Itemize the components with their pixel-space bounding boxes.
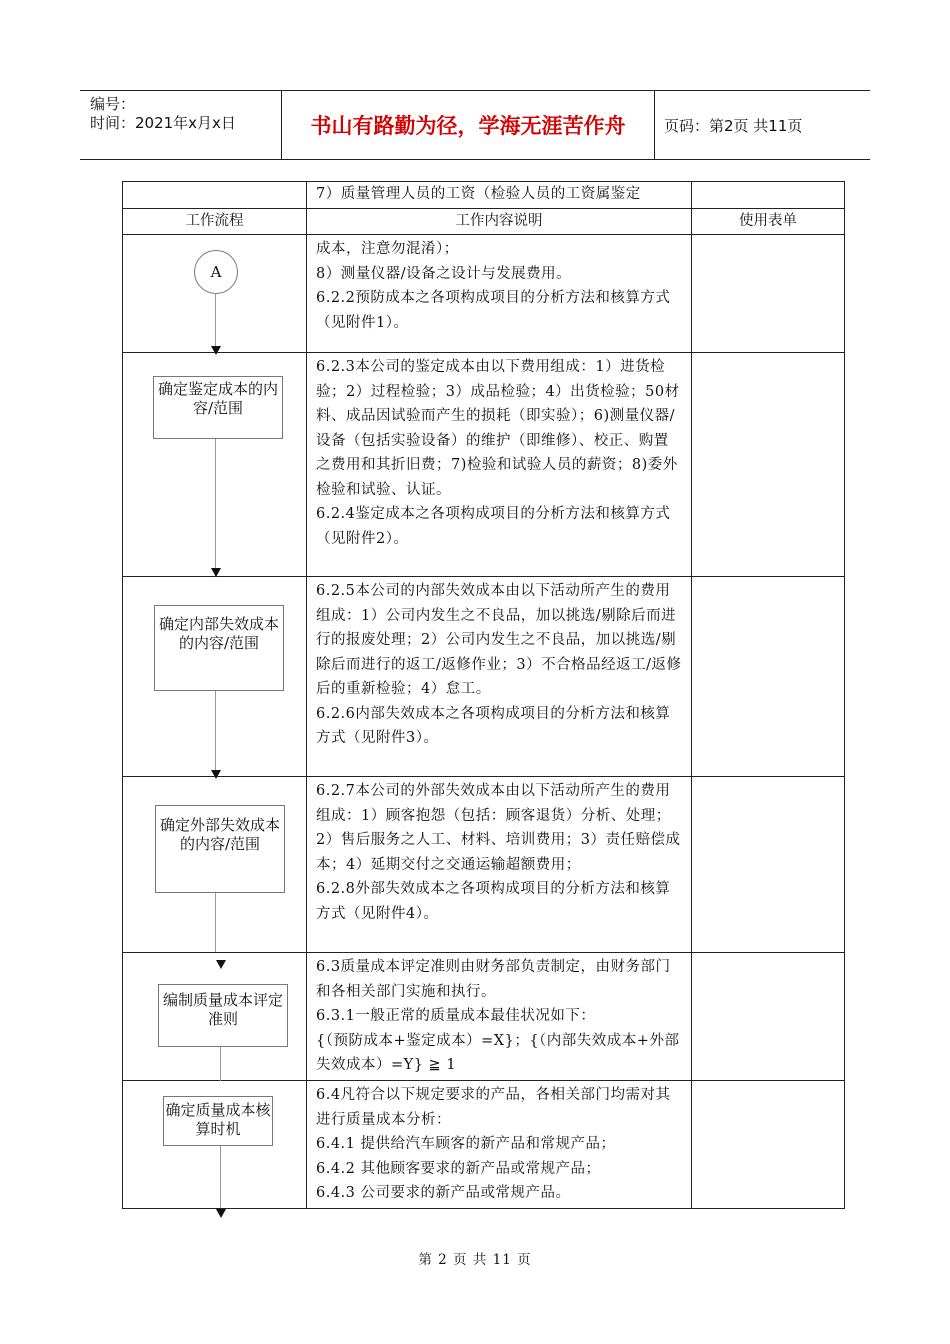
table-row [123, 777, 845, 953]
arrow-down-icon [216, 1209, 226, 1218]
flow-step-box: 确定质量成本核算时机 [163, 1096, 273, 1146]
procedure-table [122, 181, 845, 1209]
flow-cell [123, 235, 307, 353]
continued-text: 7）质量管理人员的工资（检验人员的工资属鉴定 [316, 186, 641, 202]
content-line: 6.2.2预防成本之各项构成项目的分析方法和核算方式（见附件1）。 [316, 290, 671, 331]
flow-step-box: 确定内部失效成本的内容/范围 [154, 605, 284, 691]
document-number-label: 编号： [90, 95, 136, 113]
content-line: 6.4.3 公司要求的新产品或常规产品。 [316, 1185, 571, 1201]
header-motto: 书山有路勤为径，学海无涯苦作舟 [281, 91, 655, 159]
flow-line [220, 1047, 221, 1081]
content-line: 8）测量仪器/设备之设计与发展费用。 [316, 265, 572, 282]
table-header-row [123, 209, 845, 235]
column-header-flow: 工作流程 [123, 209, 307, 235]
table-row [123, 353, 845, 577]
content-line: 成本，注意勿混淆）； [316, 241, 459, 257]
flow-line [215, 893, 216, 952]
content-line: 6.3.1一般正常的质量成本最佳状况如下： [316, 1008, 596, 1024]
content-line: 6.2.8外部失效成本之各项构成项目的分析方法和核算方式（见附件4）。 [316, 881, 671, 922]
column-header-content: 工作内容说明 [307, 209, 692, 235]
page-header [80, 90, 870, 160]
flow-cell [123, 953, 307, 1081]
content-line: {（预防成本+鉴定成本）=X}；{（内部失效成本+外部失效成本）=Y} ≧ 1 [316, 1032, 680, 1073]
flow-line [220, 1146, 221, 1208]
table-row [123, 1081, 845, 1209]
column-header-forms: 使用表单 [692, 209, 845, 235]
flow-line [215, 691, 216, 777]
header-meta [90, 95, 280, 133]
content-line: 6.4.1 提供给汽车顾客的新产品和常规产品； [316, 1136, 616, 1152]
content-line: 6.2.3本公司的鉴定成本由以下费用组成：1）进货检验；2）过程检验；3）成品检验；4）出货检验；50材料、成品因试验而产生的损耗（即实验）；6)测量仪器/设备（包括实验设备）的维护（即维修）、校正、购置之费用和其折旧费；7)检验和试验人员的薪资；8)委外检验和试验、认证。 [316, 359, 680, 498]
table-row [123, 235, 845, 353]
content-line: 6.2.7本公司的外部失效成本由以下活动所产生的费用组成：1）顾客抱怨（包括：顾客退货）分析、处理；2）售后服务之人工、材料、培训费用；3）责任赔偿成本；4）延期交付之交通运输超额费用； [316, 783, 681, 873]
flow-step-box: 确定外部失效成本的内容/范围 [155, 805, 285, 893]
content-line: 6.3质量成本评定准则由财务部负责制定，由财务部门和各相关部门实施和执行。 [316, 959, 671, 1000]
content-line: 6.4.2 其他顾客要求的新产品或常规产品； [316, 1160, 601, 1177]
flow-cell [123, 353, 307, 577]
flow-line [215, 439, 216, 576]
flow-step-box: 编制质量成本评定准则 [158, 984, 288, 1047]
continued-row [123, 182, 845, 209]
header-page-number: 页码：第2页 共11页 [664, 116, 803, 135]
table-row [123, 577, 845, 777]
flow-line [215, 293, 216, 351]
flow-cell [123, 577, 307, 777]
page-footer: 第 2 页 共 11 页 [418, 1252, 532, 1268]
content-line: 6.2.6内部失效成本之各项构成项目的分析方法和核算方式（见附件3）。 [316, 705, 671, 746]
flow-step-box: 确定鉴定成本的内容/范围 [153, 376, 283, 439]
document-date: 时间：2021年x月x日 [90, 114, 236, 132]
content-line: 6.2.5本公司的内部失效成本由以下活动所产生的费用组成：1）公司内发生之不良品，加以挑选/剔除后而进行的报废处理；2）公司内发生之不良品，加以挑选/剔除后而进行的返工/返修作业；3）不合格品经返工/返修后的重新检验；4）怠工。 [316, 583, 682, 697]
table-row [123, 953, 845, 1081]
content-line: 6.4凡符合以下规定要求的产品，各相关部门均需对其进行质量成本分析： [316, 1087, 671, 1128]
flow-connector-node: A [194, 250, 238, 294]
flow-cell [123, 777, 307, 953]
content-line: 6.2.4鉴定成本之各项构成项目的分析方法和核算方式（见附件2）。 [316, 506, 671, 547]
flow-cell [123, 1081, 307, 1209]
